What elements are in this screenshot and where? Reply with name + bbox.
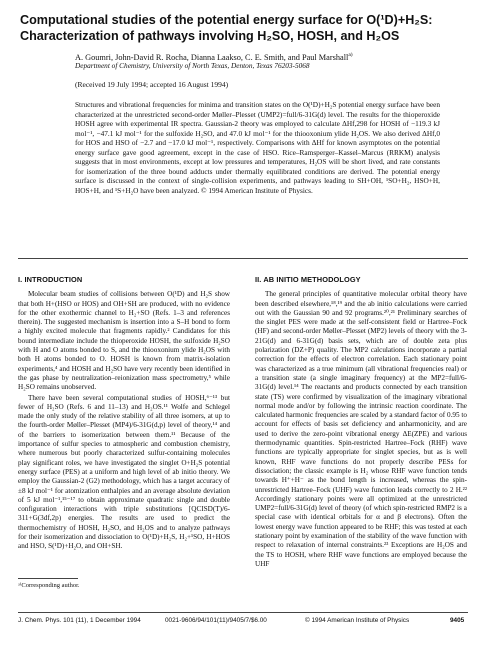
methods-heading-text: II. AB INITIO METHODOLOGY	[255, 275, 361, 284]
title-line-1: Computational studies of the potential energy surface for O(¹D)+H₂S:	[20, 13, 433, 27]
abstract: Structures and vibrational frequencies for minima and transition states on the O(¹D)+H₂S potential energy surface have been characterized at the unrestricted second-order Møller–Plesset (UMP2)=full/6-31G(d) level. The results for the thioperoxide HOSH agree with experimental IR spectra. Gaussian-2 theory was employed to calculate ΔHf,298 for HOSH of −119.3 kJ mol⁻¹, −47.1 kJ mol⁻¹ for the sulfoxide H₂SO, and 47.0 kJ mol⁻¹ for the thiooxonium ylide H₂OS. We also derived ΔHf,0 for HOS and HSO of −2.7 and −17.0 kJ mol⁻¹, respectively. Comparisons with ΔHf for known asymptotes on the potential energy surface gave good agreement, except in the case of HSO. Rice–Ramsperger–Kassel–Marcus (RRKM) analysis suggests that in most environments, except at low pressures and temperatures, H₂OS will be short lived, and rate constants for isomerization of the three bound adducts under thermally equilibrated conditions are derived. The potential energy surface is discussed in the context of single-collision experiments, and pathways leading to SH+OH, ¹SO+H₂, HSO+H, HOS+H, and ¹S+H₂O have been analyzed. © 1994 American Institute of Physics.	[75, 100, 440, 195]
section-heading-methodology	[255, 275, 467, 284]
title-line-2: Characterization of pathways involving H₂SO, HOSH, and H₂OS	[20, 29, 400, 43]
left-column	[18, 275, 230, 552]
section-heading-introduction: I. INTRODUCTION	[18, 275, 83, 284]
authors-text: A. Goumri, John-David R. Rocha, Dianna Laakso, C. E. Smith, and Paul Marshall	[75, 52, 349, 62]
copyright-notice: © 1994 American Institute of Physics	[305, 617, 410, 624]
received-dates: (Received 19 July 1994; accepted 16 August 1994)	[75, 80, 229, 89]
article-code: 0021-9606/94/101(11)/9405/7/$6.00	[165, 617, 267, 624]
footnote: ᵃ⁾Corresponding author.	[18, 582, 80, 589]
affiliation: Department of Chemistry, University of North Texas, Denton, Texas 76203-5068	[75, 61, 310, 70]
footnote-divider	[18, 578, 78, 579]
author-footnote-mark: a)	[348, 52, 353, 58]
journal-citation: J. Chem. Phys. 101 (11), 1 December 1994	[18, 617, 141, 624]
methods-paragraph-1: The general principles of quantitative molecular orbital theory have been described elsewhere,¹⁸,¹⁹ and the ab initio calculations were carried out with the Gaussian 90 and 92 programs.²⁰,²¹ Preliminary searches of the singlet PES were made at the self-consistent field or Hartree–Fock (HF) and second-order Møller–Plesset (MP2) levels of theory with the 3-21G(d) and 6-31G(d) basis sets, which are of double zeta plus polarization (DZ+P) quality. The MP2 calculations incorporate a partial correction for the effects of electron correlation. Each stationary point was characterized as a true minimum (all vibrational frequencies real) or a transition state (a single imaginary frequency) at the MP2=full/6-31G(d) level.¹⁴ The reactants and products connected by each transition state (TS) were confirmed by visualization of the imaginary vibrational normal mode and/or by following the intrinsic reaction coordinate. The calculated harmonic frequencies are scaled by a standard factor of 0.95 to account for effects of basis set deficiency and anharmonicity, and are used to derive the zero-point vibrational energy ΔE(ZPE) and various thermodynamic quantities. Spin-restricted Hartree–Fock (RHF) wave functions are typically appropriate for singlet species, but as is well known, RHF wave functions do not properly describe PESs for dissociation; the classic example is H₂ whose RHF wave function tends towards H⁺+H⁻ as the bond length is increased, whereas the spin-unrestricted Hartree–Fock (UHF) wave function leads correctly to 2 H.²² Accordingly stationary points were all optimized at the unrestricted UMP2=full/6-31G(d) level of theory (of which spin-restricted RMP2 is a special case with identical orbitals for α and β electrons). Often the lowest energy wave function appeared to be RHF; this was tested at each stationary point by examination of the stability of the wave function with respect to relaxation of internal constraints.²³ Exceptions are H₂OS and the TS to HOSH, where RHF wave functions are employed because the UHF	[255, 290, 467, 568]
abstract-divider	[18, 258, 468, 259]
footer-divider	[18, 612, 468, 613]
page-number: 9405	[450, 617, 465, 624]
right-column	[255, 275, 467, 569]
intro-paragraph-2: There have been several computational studies of HOSH,⁶⁻¹³ but fewer of H₂SO (Refs. 6 and 11–13) and H₂OS.¹¹ Wolfe and Schlegel made the only study of the relative stability of all three isomers, at up to the fourth-order Møller–Plesset (MP4)/6-31G(d,p) level of theory,¹⁴ and of the barriers to isomerization between them.¹¹ Because of the importance of sulfur species to atmospheric and combustion chemistry, where numerous but poorly characterized sulfur-containing molecules play significant roles, we have investigated the singlet O+H₂S potential energy surface (PES) at a uniform and high level of ab initio theory. We employ the Gaussian-2 (G2) methodology, which has a target accuracy of ±8 kJ mol⁻¹ for atomization enthalpies and an average absolute deviation of 5 kJ mol⁻¹,¹⁵⁻¹⁷ to obtain approximate quadratic single and double configuration interactions with triple substitutions [QCISD(T)/6-311+G(3df,2p) energies. The results are used to predict the thermochemistry of HOSH, H₂SO, and H₂OS and to analyze pathways for their isomerization and dissociation to O(¹D)+H₂S, H₂+¹SO, H+HOS and HSO, S(¹D)+H₂O, and OH+SH.	[18, 393, 230, 551]
article-title	[20, 12, 470, 44]
intro-paragraph-1: Molecular beam studies of collisions between O(¹D) and H₂S show that both H+(HSO or HOS) and OH+SH are produced, with no evidence for the other exothermic channel to H₂+SO (Refs. 1–3 and references therein). The suggested mechanism is insertion into a S–H bond to form a highly excited molecule that fragments rapidly.² Candidates for this bound intermediate include the thioperoxide HOSH, the sulfoxide H₂SO with H and O atoms bonded to S, and the thiooxonium ylide H₂OS with both H atoms bonded to O. HOSH is known from matrix-isolation experiments,⁴ and HOSH and H₂SO have very recently been identified in the gas phase by neutralization–reionization mass spectrometry,⁵ while H₂SO remains unobserved.	[18, 290, 230, 392]
